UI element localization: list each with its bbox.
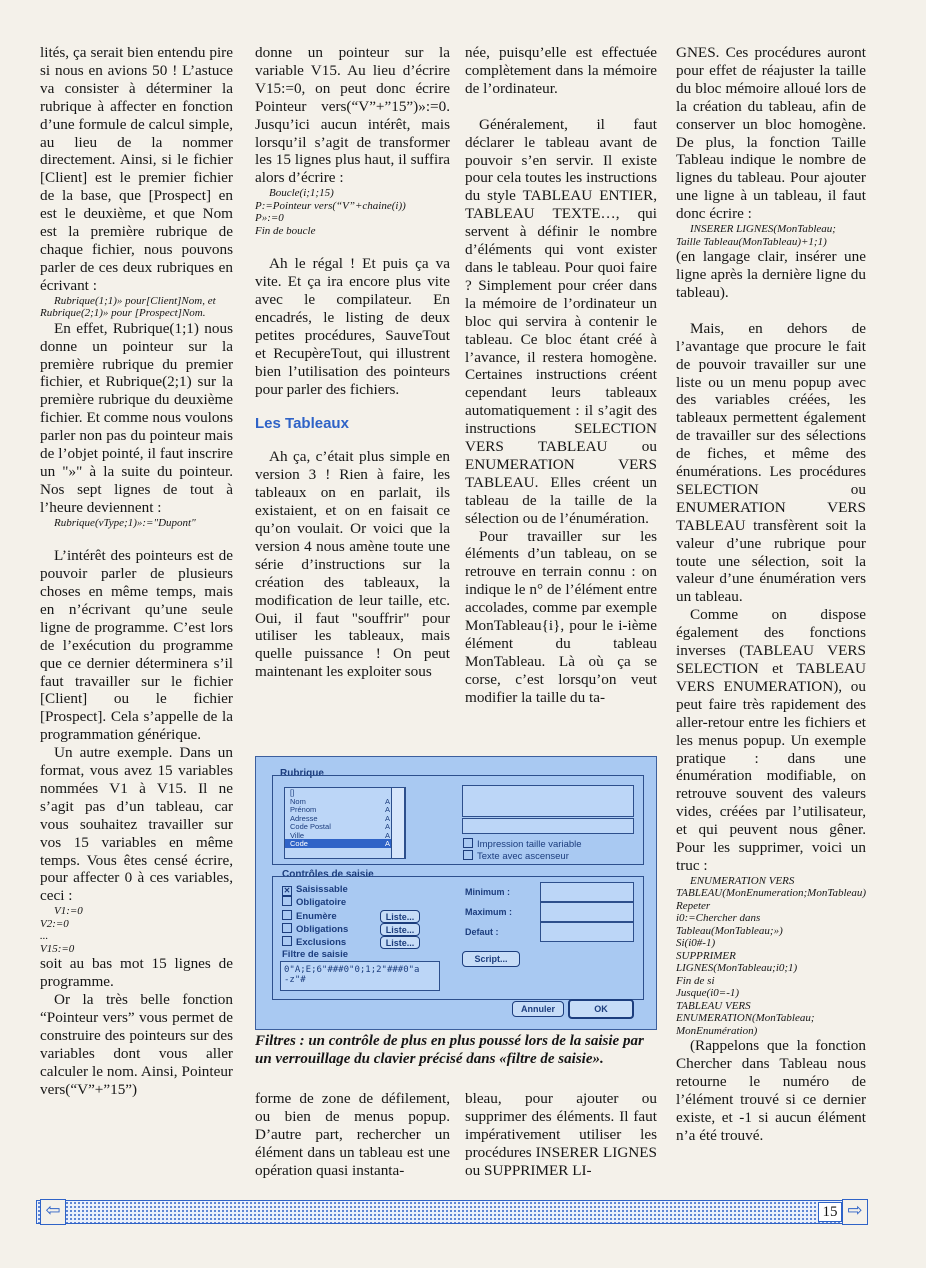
texte-label: Texte avec ascenseur bbox=[477, 851, 569, 862]
paragraph: Pour travailler sur les éléments d’un tableau, on se retrouve en terrain connu : on indique le n° de l’élément entre accolades, comme par exemple MonTableau{i}, pour le i-ième élément du tableau MonTableau. Là où ça se corse, c’est lorsqu’on veut modifier la taille du ta- bbox=[465, 527, 657, 706]
paragraph: (Rappelons que la fonction Chercher dans Tableau nous retourne le numéro de l’élément trouvé si ce dernier existe, et -1 si aucun élément n’a été trouvé. bbox=[676, 1037, 866, 1144]
checkbox-icon bbox=[463, 838, 473, 848]
script-button[interactable]: Script... bbox=[462, 951, 520, 967]
code-snippet: Boucle(i;1;15) P:=Pointeur vers(“V”+chaine(i)) P»:=0 Fin de boucle bbox=[255, 187, 406, 237]
field-type-box[interactable] bbox=[462, 818, 634, 834]
list-item-name: [] bbox=[290, 788, 295, 797]
list-item-type: A bbox=[385, 813, 391, 823]
page-number: 15 bbox=[818, 1202, 842, 1222]
list-item-name: Adresse bbox=[290, 813, 318, 823]
list-item[interactable] bbox=[285, 805, 405, 814]
paragraph: Mais, en dehors de l’avantage que procure le fait de pouvoir travailler sur une liste ou un menu popup avec des variables créées, les tableaux permettent également de travailler sur des sélections de fiches, et même des énumérations. Les procédures SELECTION ou ENUMERATION VERS TABLEAU transfèrent soit la valeur d’une rubrique pour toute une sélection, soit la valeur d’une énumération vers un tableau. bbox=[676, 319, 866, 606]
list-item-type: A bbox=[385, 839, 391, 848]
texte-checkbox[interactable] bbox=[463, 850, 569, 862]
obligations-label: Obligations bbox=[296, 924, 349, 935]
list-item-name: Ville bbox=[290, 830, 305, 840]
obligations-checkbox[interactable] bbox=[282, 923, 348, 935]
code-snippet: ENUMERATION VERS TABLEAU(MonEnumeration;MonTableau) Repeter i0:=Chercher dans Tableau(MonTableau;») Si(i0#-1) SUPPRIMER LIGNES(MonTableau;i0;1) Fin de si Jusque(i0=-1) TABLEAU VERS ENUMERATION(MonTableau; MonEnumération) bbox=[676, 874, 867, 1037]
rubrique-label: Rubrique bbox=[280, 768, 324, 779]
next-page-icon[interactable]: ⇨ bbox=[842, 1199, 868, 1225]
paragraph: née, puisqu’elle est effectuée complètement dans la mémoire de l’ordinateur. bbox=[465, 44, 657, 97]
footer-bar bbox=[36, 1200, 866, 1224]
paragraph: GNES. Ces procédures auront pour effet de réajuster la taille du bloc mémoire alloué lors de la création du tableau, afin de conserver un bloc homogène. De plus, la fonction Taille Tableau indique le nombre de lignes du tableau. Pour ajouter une ligne à un tableau, il faut donc écrire : bbox=[676, 44, 866, 223]
field-list[interactable] bbox=[284, 787, 406, 859]
minimum-label: Minimum : bbox=[465, 887, 510, 897]
paragraph: Or la très belle fonction “Pointeur vers” vous permet de construire des pointeurs sur des variables dont vous aller calculer le nom. Ainsi, Pointeur vers(“V”+”15”) bbox=[40, 991, 233, 1098]
paragraph: lités, ça serait bien entendu pire si nous en avions 50 ! L’astuce va consister à déterminer la rubrique à affecter en fonction d’une formule de calcul simple, au lieu de la nommer directement. Ainsi, si le fichier [Client] est le premier fichier de la base, que [Prospect] en est le deuxième, et que Nom est la première rubrique de chaque fichier, nous pouvons parler de ces deux rubriques en écrivant : bbox=[40, 44, 233, 294]
figure-caption: Filtres : un contrôle de plus en plus poussé lors de la saisie par un verrouillage du clavier précisé dans «filtre de saisie». bbox=[255, 1033, 644, 1067]
paragraph: bleau, pour ajouter ou supprimer des éléments. Il faut impérativement utiliser les procédures INSERER LIGNES ou SUPPRIMER LI- bbox=[465, 1090, 657, 1179]
cancel-button[interactable]: Annuler bbox=[512, 1001, 564, 1017]
obligatoire-label: Obligatoire bbox=[296, 897, 347, 908]
code-snippet: INSERER LIGNES(MonTableau; Taille Tableau(MonTableau)+1;1) bbox=[676, 223, 836, 248]
liste-exclusions-button[interactable]: Liste... bbox=[380, 936, 420, 949]
list-item-type: A bbox=[385, 830, 391, 840]
column-2 bbox=[255, 44, 450, 681]
column-3 bbox=[465, 44, 657, 707]
paragraph: En effet, Rubrique(1;1) nous donne un pointeur sur la première rubrique du premier fichier, et Rubrique(2;1) sur la première rubrique du deuxième fichier. Et comme nous voulons parler non pas du pointeur mais de l’objet pointé, il faut inscrire un "»" à la suite du pointeur. Nos sept lignes de tout à l’heure deviennent : bbox=[40, 319, 233, 516]
paragraph: Un autre exemple. Dans un format, vous avez 15 variables nommées V1 à V15. Il ne s’agit pas d’un tableau, car vous souhaitez travailler sur vos 15 variables en même temps. Vous êtes censé écrire, pour affecter 0 à ces variables, ceci : bbox=[40, 744, 233, 905]
impression-label: Impression taille variable bbox=[477, 839, 582, 850]
paragraph: soit au bas mot 15 lignes de programme. bbox=[40, 955, 233, 991]
defaut-input[interactable] bbox=[540, 922, 634, 942]
section-title: Les Tableaux bbox=[255, 414, 349, 432]
liste-obligations-button[interactable]: Liste... bbox=[380, 923, 420, 936]
paragraph: L’intérêt des pointeurs est de pouvoir parler de plusieurs choses en même temps, mais en n’écrivant qu’une seule ligne de programme. C’est lors de l’exécution du programme que ce dernier déterminera s’il faut travailler sur le fichier [Client] ou le fichier [Prospect]. Cela s’appelle de la programmation générique. bbox=[40, 547, 233, 744]
list-item-name: Prénom bbox=[290, 805, 317, 814]
scrollbar[interactable] bbox=[391, 787, 405, 859]
list-item[interactable] bbox=[285, 822, 405, 831]
defaut-label: Defaut : bbox=[465, 927, 499, 937]
list-item-type: A bbox=[385, 796, 391, 806]
list-item-name: Nom bbox=[290, 796, 306, 806]
column-2-bottom bbox=[255, 1090, 450, 1180]
checkbox-icon bbox=[282, 923, 292, 933]
column-4 bbox=[676, 44, 866, 1145]
list-item[interactable] bbox=[285, 831, 405, 840]
checkbox-icon bbox=[282, 936, 292, 946]
minimum-input[interactable] bbox=[540, 882, 634, 902]
field-name-box[interactable] bbox=[462, 785, 634, 817]
enumere-checkbox[interactable] bbox=[282, 910, 337, 922]
list-item[interactable] bbox=[285, 839, 405, 848]
checkbox-icon bbox=[282, 910, 292, 920]
checkbox-icon bbox=[463, 850, 473, 860]
paragraph: forme de zone de défilement, ou bien de menus popup. D’autre part, rechercher un élément dans un tableau est une opération quasi instanta- bbox=[255, 1090, 450, 1179]
list-item[interactable] bbox=[285, 814, 405, 823]
saisissable-label: Saisissable bbox=[296, 884, 348, 895]
paragraph: (en langage clair, insérer une ligne après la dernière ligne du tableau). bbox=[676, 248, 866, 301]
paragraph: Comme on dispose également des fonctions inverses (TABLEAU VERS SELECTION et TABLEAU VERS ENUMERATION), ou peut faire très rapidement des aller-retour entre les fichiers et les menus popup. Un exemple pratique : dans une énumération modifiable, on retrouve souvent des valeurs vides, créées par l’utilisateur, et qui peuvent nous gêner. Pour les supprimer, voici un truc : bbox=[676, 606, 866, 874]
impression-checkbox[interactable] bbox=[463, 838, 582, 850]
saisissable-checkbox[interactable] bbox=[282, 884, 348, 896]
column-3-bottom bbox=[465, 1090, 657, 1180]
code-snippet: V1:=0 V2:=0 ... V15:=0 bbox=[40, 905, 83, 955]
filtre-input[interactable]: 0"A;E;6"###0"0;1;2"###0"a -z"# bbox=[280, 961, 440, 991]
paragraph: donne un pointeur sur la variable V15. Au lieu d’écrire V15:=0, on peut donc écrire Pointeur vers(“V”+”15”)»:=0. Jusqu’ici aucun intérêt, mais lorsqu’il s’agit de transformer les 15 lignes plus haut, il suffira alors d’écrire : bbox=[255, 44, 450, 187]
ok-button[interactable]: OK bbox=[568, 999, 634, 1019]
paragraph: Généralement, il faut déclarer le tableau avant de pouvoir s’en servir. Il existe pour cela toutes les instructions du style TABLEAU ENTIER, TABLEAU TEXTE…, qui servent à définir le nombre d’éléments qui vont exister dans le tableau. Pour quoi faire ? Simplement pour créer dans la mémoire de l’ordinateur un bloc qui servira à contenir le tableau. Ce bloc étant créé à l’avance, il restera homogène. Certaines instructions créent cependant leurs tableaux automatiquement : il s’agit des instructions SELECTION VERS TABLEAU ou ENUMERATION VERS TABLEAU. Elles créent un tableau de la taille de la sélection ou de l’énumération. bbox=[465, 115, 657, 527]
list-item[interactable] bbox=[285, 788, 405, 797]
code-snippet: Rubrique(1;1)» pour[Client]Nom, et Rubrique(2;1)» pour [Prospect]Nom. bbox=[40, 294, 216, 320]
maximum-input[interactable] bbox=[540, 902, 634, 922]
list-item-type: A bbox=[385, 822, 391, 831]
column-2-text bbox=[255, 44, 450, 399]
obligatoire-checkbox[interactable] bbox=[282, 896, 346, 908]
previous-page-icon[interactable]: ⇦ bbox=[40, 1199, 66, 1225]
list-item[interactable] bbox=[285, 797, 405, 806]
checkbox-icon bbox=[282, 896, 292, 906]
code-snippet: Rubrique(vType;1)»:="Dupont" bbox=[54, 516, 196, 529]
checked-icon: ✕ bbox=[283, 886, 291, 895]
enumere-label: Enumère bbox=[296, 911, 337, 922]
exclusions-label: Exclusions bbox=[296, 937, 347, 948]
list-item-name: Code bbox=[290, 839, 308, 848]
liste-enumere-button[interactable]: Liste... bbox=[380, 910, 420, 923]
filtre-label: Filtre de saisie bbox=[282, 949, 349, 960]
paragraph: Ah ça, c’était plus simple en version 3 ! Rien à faire, les tableaux on en parlait, ils existaient, et on en faisait ce qu’on voulait. Or voici que la version 4 nous amène toute une série d’instructions sur la création des tableaux, la modification de leur taille, etc. Oui, il faut "souffrir" pour utiliser les tableaux, mais quelle puissance ! On peut maintenant les exploiter sous bbox=[255, 448, 450, 681]
column-2-text-after bbox=[255, 448, 450, 681]
maximum-label: Maximum : bbox=[465, 907, 513, 917]
exclusions-checkbox[interactable] bbox=[282, 936, 346, 948]
controles-label: Contrôles de saisie bbox=[282, 869, 374, 880]
paragraph: Ah le régal ! Et puis ça va vite. Et ça ira encore plus vite avec le compilateur. En encadrés, le listing de deux petites procédures, SauveTout et RecupèreTout, qui illustrent bien l’utilisation des pointeurs pour parler des fichiers. bbox=[255, 255, 450, 398]
list-item-name: Code Postal bbox=[290, 822, 331, 831]
column-1 bbox=[40, 44, 233, 1099]
list-item-type: A bbox=[385, 805, 391, 814]
